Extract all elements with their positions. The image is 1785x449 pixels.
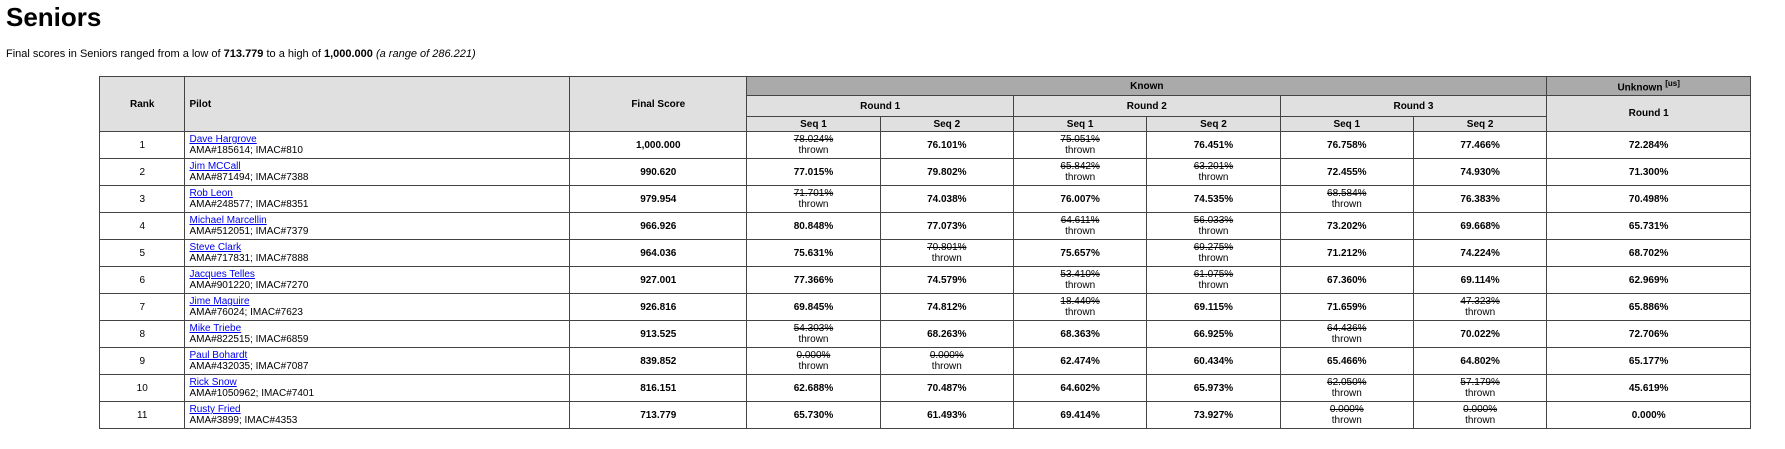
score-value: 70.487% <box>927 382 967 394</box>
thrown-label: thrown <box>931 361 962 372</box>
thrown-label: thrown <box>798 361 829 372</box>
score-value: 76.383% <box>1460 193 1500 205</box>
score-value: 69.114% <box>1460 274 1500 286</box>
thrown-label: thrown <box>798 334 829 345</box>
pilot-membership-ids: AMA#512051; IMAC#7379 <box>189 226 309 237</box>
sequence-score-cell <box>1547 186 1751 213</box>
sequence-score-cell <box>1013 159 1146 186</box>
thrown-label: thrown <box>1065 280 1096 291</box>
sequence-score-cell <box>747 402 880 429</box>
table-row <box>100 132 1751 159</box>
pilot-name-link[interactable]: Michael Marcellin <box>189 215 267 226</box>
score-value: 66.925% <box>1193 328 1234 340</box>
pilot-name-link[interactable]: Rick Snow <box>189 377 237 388</box>
sequence-score-cell <box>1280 375 1413 402</box>
table-row <box>100 186 1751 213</box>
pilot-cell <box>185 213 570 240</box>
score-value: 69.115% <box>1193 301 1233 313</box>
pilot-cell <box>185 321 570 348</box>
sequence-score-cell <box>1280 132 1413 159</box>
sequence-score-cell <box>747 267 880 294</box>
rank-cell: 3 <box>100 186 185 213</box>
sequence-score-cell <box>1280 240 1413 267</box>
score-value: 77.466% <box>1460 139 1500 151</box>
header-r1-seq-1: Seq 1 <box>747 117 880 132</box>
sequence-score-cell <box>1547 321 1751 348</box>
score-value: 68.702% <box>1628 247 1669 259</box>
score-value: 76.101% <box>927 139 967 151</box>
sequence-score-cell <box>1013 132 1146 159</box>
sequence-score-cell <box>1147 321 1280 348</box>
pilot-membership-ids: AMA#822515; IMAC#6859 <box>189 334 309 345</box>
pilot-name-link[interactable]: Rob Leon <box>189 188 233 199</box>
pilot-cell <box>185 186 570 213</box>
pilot-name-link[interactable]: Mike Triebe <box>189 323 242 334</box>
sequence-score-cell <box>1013 213 1146 240</box>
score-value: 79.802% <box>927 166 967 178</box>
table-row <box>100 159 1751 186</box>
sequence-score-cell <box>1413 375 1546 402</box>
sequence-score-cell <box>747 159 880 186</box>
thrown-label: thrown <box>1065 226 1096 237</box>
thrown-label: thrown <box>1065 307 1096 318</box>
sequence-score-cell <box>1413 240 1546 267</box>
sequence-score-cell <box>1413 213 1546 240</box>
pilot-cell <box>185 375 570 402</box>
final-score-cell: 713.779 <box>570 402 747 429</box>
summary-low: 713.779 <box>223 48 264 60</box>
sequence-score-cell <box>1147 348 1280 375</box>
sequence-score-cell <box>1280 186 1413 213</box>
header-unknown-label: Unknown <box>1617 82 1663 94</box>
rank-cell: 5 <box>100 240 185 267</box>
score-value: 76.451% <box>1193 139 1234 151</box>
table-row <box>100 294 1751 321</box>
pilot-membership-ids: AMA#901220; IMAC#7270 <box>189 280 309 291</box>
pilot-membership-ids: AMA#1050962; IMAC#7401 <box>189 388 315 399</box>
rank-cell: 1 <box>100 132 185 159</box>
sequence-score-cell <box>1147 132 1280 159</box>
pilot-name-link[interactable]: Jim MCCall <box>189 161 241 172</box>
pilot-membership-ids: AMA#76024; IMAC#7623 <box>189 307 303 318</box>
score-value: 69.414% <box>1060 409 1100 421</box>
thrown-score-value: 53.410% <box>1060 269 1100 280</box>
pilot-name-link[interactable]: Steve Clark <box>189 242 242 253</box>
pilot-cell <box>185 159 570 186</box>
header-r3-seq-2: Seq 2 <box>1413 117 1546 132</box>
score-value: 70.022% <box>1460 328 1500 340</box>
sequence-score-cell <box>880 402 1013 429</box>
thrown-label: thrown <box>1198 172 1229 183</box>
rank-cell: 9 <box>100 348 185 375</box>
final-score-cell: 966.926 <box>570 213 747 240</box>
summary-mid: to a high of <box>263 48 324 60</box>
score-value: 62.969% <box>1628 274 1669 286</box>
final-score-cell: 964.036 <box>570 240 747 267</box>
sequence-score-cell <box>747 348 880 375</box>
sequence-score-cell <box>880 159 1013 186</box>
thrown-label: thrown <box>798 145 829 156</box>
final-score-cell: 927.001 <box>570 267 747 294</box>
summary-prefix: Final scores in Seniors ranged from a low of <box>6 48 224 60</box>
score-value: 69.845% <box>793 301 834 313</box>
thrown-label: thrown <box>1331 334 1362 345</box>
pilot-cell <box>185 267 570 294</box>
pilot-name-link[interactable]: Rusty Fried <box>189 404 241 415</box>
pilot-cell <box>185 294 570 321</box>
score-value: 65.973% <box>1193 382 1234 394</box>
page-title: Seniors <box>6 2 102 32</box>
thrown-score-value: 78.024% <box>793 134 834 145</box>
header-pilot: Pilot <box>185 77 570 132</box>
score-value: 74.812% <box>927 301 967 313</box>
sequence-score-cell <box>747 294 880 321</box>
sequence-score-cell <box>1280 348 1413 375</box>
sequence-score-cell <box>880 213 1013 240</box>
sequence-score-cell <box>1547 402 1751 429</box>
final-score-cell: 1,000.000 <box>570 132 747 159</box>
sequence-score-cell <box>747 213 880 240</box>
rank-cell: 4 <box>100 213 185 240</box>
sequence-score-cell <box>1147 213 1280 240</box>
sequence-score-cell <box>880 186 1013 213</box>
sequence-score-cell <box>1013 186 1146 213</box>
thrown-label: thrown <box>1465 388 1496 399</box>
score-summary <box>6 48 476 60</box>
thrown-label: thrown <box>1198 280 1229 291</box>
score-value: 71.300% <box>1628 166 1669 178</box>
score-value: 69.668% <box>1460 220 1500 232</box>
rank-cell: 2 <box>100 159 185 186</box>
sequence-score-cell <box>1280 159 1413 186</box>
sequence-score-cell <box>1147 186 1280 213</box>
thrown-score-value: 47.323% <box>1460 296 1500 307</box>
sequence-score-cell <box>1013 294 1146 321</box>
sequence-score-cell <box>1147 240 1280 267</box>
sequence-score-cell <box>1547 132 1751 159</box>
table-row <box>100 240 1751 267</box>
summary-range: (a range of 286.221) <box>375 48 476 60</box>
final-score-cell: 979.954 <box>570 186 747 213</box>
sequence-score-cell <box>1280 402 1413 429</box>
score-value: 62.688% <box>793 382 834 394</box>
pilot-cell <box>185 132 570 159</box>
sequence-score-cell <box>1280 321 1413 348</box>
thrown-label: thrown <box>1198 253 1229 264</box>
sequence-score-cell <box>1147 267 1280 294</box>
header-round-3: Round 3 <box>1280 96 1547 117</box>
table-row <box>100 402 1751 429</box>
thrown-score-value: 61.075% <box>1193 269 1234 280</box>
sequence-score-cell <box>1547 375 1751 402</box>
header-r3-seq-1: Seq 1 <box>1280 117 1413 132</box>
header-r1-seq-2: Seq 2 <box>880 117 1013 132</box>
sequence-score-cell <box>1013 402 1146 429</box>
thrown-label: thrown <box>1065 172 1096 183</box>
score-value: 74.930% <box>1460 166 1500 178</box>
sequence-score-cell <box>1013 240 1146 267</box>
score-value: 60.434% <box>1193 355 1234 367</box>
thrown-score-value: 64.611% <box>1060 215 1100 226</box>
score-value: 73.927% <box>1193 409 1234 421</box>
thrown-score-value: 75.051% <box>1060 134 1100 145</box>
pilot-cell <box>185 402 570 429</box>
thrown-score-value: 71.701% <box>793 188 834 199</box>
score-value: 72.455% <box>1327 166 1367 178</box>
rank-cell: 10 <box>100 375 185 402</box>
sequence-score-cell <box>1147 402 1280 429</box>
score-value: 76.758% <box>1327 139 1367 151</box>
scores-table <box>99 76 1751 429</box>
pilot-name-link[interactable]: Paul Bohardt <box>189 350 248 361</box>
sequence-score-cell <box>1547 159 1751 186</box>
sequence-score-cell <box>880 240 1013 267</box>
table-row <box>100 375 1751 402</box>
sequence-score-cell <box>880 132 1013 159</box>
thrown-score-value: 65.842% <box>1060 161 1100 172</box>
score-value: 62.474% <box>1060 355 1100 367</box>
thrown-label: thrown <box>1331 388 1362 399</box>
sequence-score-cell <box>1413 402 1546 429</box>
sequence-score-cell <box>1547 294 1751 321</box>
sequence-score-cell <box>880 321 1013 348</box>
rank-cell: 8 <box>100 321 185 348</box>
scores-table-body <box>100 132 1751 429</box>
thrown-score-value: 57.179% <box>1460 377 1500 388</box>
sequence-score-cell <box>880 375 1013 402</box>
sequence-score-cell <box>1413 321 1546 348</box>
sequence-score-cell <box>880 348 1013 375</box>
score-value: 67.360% <box>1327 274 1367 286</box>
sequence-score-cell <box>1147 159 1280 186</box>
pilot-name-link[interactable]: Jacques Telles <box>189 269 255 280</box>
rank-cell: 6 <box>100 267 185 294</box>
score-value: 77.073% <box>927 220 967 232</box>
final-score-cell: 990.620 <box>570 159 747 186</box>
header-r2-seq-2: Seq 2 <box>1147 117 1280 132</box>
score-value: 0.000% <box>1631 409 1666 421</box>
rank-cell: 7 <box>100 294 185 321</box>
header-unknown <box>1547 77 1751 96</box>
score-value: 71.659% <box>1327 301 1367 313</box>
pilot-name-link[interactable]: Dave Hargrove <box>189 134 257 145</box>
sequence-score-cell <box>747 321 880 348</box>
score-value: 75.631% <box>793 247 834 259</box>
score-value: 71.212% <box>1327 247 1367 259</box>
pilot-membership-ids: AMA#3899; IMAC#4353 <box>189 415 298 426</box>
summary-high: 1,000.000 <box>323 48 373 60</box>
pilot-name-link[interactable]: Jime Maguire <box>189 296 250 307</box>
pilot-membership-ids: AMA#717831; IMAC#7888 <box>189 253 309 264</box>
rank-cell: 11 <box>100 402 185 429</box>
sequence-score-cell <box>1413 159 1546 186</box>
pilot-membership-ids: AMA#185614; IMAC#810 <box>189 145 303 156</box>
sequence-score-cell <box>1280 213 1413 240</box>
thrown-score-value: 0.000% <box>796 350 831 361</box>
sequence-score-cell <box>1147 375 1280 402</box>
thrown-score-value: 0.000% <box>1463 404 1498 415</box>
header-rank: Rank <box>100 77 185 132</box>
score-value: 74.224% <box>1460 247 1500 259</box>
thrown-label: thrown <box>1465 307 1496 318</box>
thrown-label: thrown <box>1331 199 1362 210</box>
table-row <box>100 213 1751 240</box>
header-round-2: Round 2 <box>1013 96 1280 117</box>
sequence-score-cell <box>1013 267 1146 294</box>
thrown-score-value: 64.436% <box>1327 323 1367 334</box>
sequence-score-cell <box>880 267 1013 294</box>
sequence-score-cell <box>1147 294 1280 321</box>
pilot-cell <box>185 348 570 375</box>
sequence-score-cell <box>1013 348 1146 375</box>
score-value: 61.493% <box>927 409 967 421</box>
sequence-score-cell <box>1013 321 1146 348</box>
thrown-score-value: 68.584% <box>1327 188 1367 199</box>
sequence-score-cell <box>1280 294 1413 321</box>
sequence-score-cell <box>1547 240 1751 267</box>
thrown-score-value: 56.033% <box>1193 215 1234 226</box>
score-value: 74.535% <box>1193 193 1234 205</box>
sequence-score-cell <box>1013 375 1146 402</box>
score-value: 73.202% <box>1327 220 1367 232</box>
score-value: 77.366% <box>793 274 834 286</box>
thrown-score-value: 69.275% <box>1193 242 1234 253</box>
sequence-score-cell <box>1413 294 1546 321</box>
score-value: 72.284% <box>1628 139 1669 151</box>
thrown-score-value: 0.000% <box>1329 404 1364 415</box>
table-row <box>100 348 1751 375</box>
score-value: 65.177% <box>1628 355 1669 367</box>
pilot-membership-ids: AMA#248577; IMAC#8351 <box>189 199 309 210</box>
final-score-cell: 913.525 <box>570 321 747 348</box>
final-score-cell: 816.151 <box>570 375 747 402</box>
sequence-score-cell <box>880 294 1013 321</box>
pilot-membership-ids: AMA#432035; IMAC#7087 <box>189 361 309 372</box>
pilot-membership-ids: AMA#871494; IMAC#7388 <box>189 172 309 183</box>
sequence-score-cell <box>1547 267 1751 294</box>
pilot-cell <box>185 240 570 267</box>
score-value: 65.466% <box>1327 355 1367 367</box>
thrown-score-value: 62.050% <box>1327 377 1367 388</box>
score-value: 45.619% <box>1628 382 1669 394</box>
thrown-score-value: 54.303% <box>793 323 834 334</box>
final-score-cell: 839.852 <box>570 348 747 375</box>
thrown-score-value: 70.801% <box>927 242 967 253</box>
score-value: 74.038% <box>927 193 967 205</box>
thrown-score-value: 0.000% <box>929 350 964 361</box>
sequence-score-cell <box>1547 213 1751 240</box>
header-unknown-round-1: Round 1 <box>1547 96 1751 132</box>
thrown-label: thrown <box>1331 415 1362 426</box>
table-row <box>100 321 1751 348</box>
score-value: 65.730% <box>793 409 834 421</box>
final-score-cell: 926.816 <box>570 294 747 321</box>
thrown-score-value: 18.440% <box>1060 296 1100 307</box>
header-r2-seq-1: Seq 1 <box>1013 117 1146 132</box>
score-value: 68.363% <box>1060 328 1100 340</box>
sequence-score-cell <box>747 375 880 402</box>
score-value: 64.602% <box>1060 382 1100 394</box>
header-known: Known <box>747 77 1547 96</box>
table-row <box>100 267 1751 294</box>
header-unknown-sup: [us] <box>1665 78 1680 88</box>
sequence-score-cell <box>747 186 880 213</box>
score-value: 76.007% <box>1060 193 1100 205</box>
sequence-score-cell <box>747 132 880 159</box>
score-value: 75.657% <box>1060 247 1100 259</box>
sequence-score-cell <box>1413 267 1546 294</box>
score-value: 72.706% <box>1628 328 1669 340</box>
header-final-score: Final Score <box>570 77 747 132</box>
score-value: 80.848% <box>793 220 834 232</box>
score-value: 77.015% <box>793 166 834 178</box>
score-value: 65.886% <box>1628 301 1669 313</box>
thrown-score-value: 63.201% <box>1193 161 1234 172</box>
thrown-label: thrown <box>798 199 829 210</box>
sequence-score-cell <box>747 240 880 267</box>
score-value: 64.802% <box>1460 355 1500 367</box>
score-value: 68.263% <box>927 328 967 340</box>
sequence-score-cell <box>1547 348 1751 375</box>
thrown-label: thrown <box>931 253 962 264</box>
thrown-label: thrown <box>1465 415 1496 426</box>
sequence-score-cell <box>1413 132 1546 159</box>
score-value: 74.579% <box>927 274 967 286</box>
sequence-score-cell <box>1413 348 1546 375</box>
sequence-score-cell <box>1413 186 1546 213</box>
score-value: 65.731% <box>1628 220 1669 232</box>
sequence-score-cell <box>1280 267 1413 294</box>
thrown-label: thrown <box>1065 145 1096 156</box>
thrown-label: thrown <box>1198 226 1229 237</box>
header-round-1: Round 1 <box>747 96 1014 117</box>
score-value: 70.498% <box>1628 193 1669 205</box>
